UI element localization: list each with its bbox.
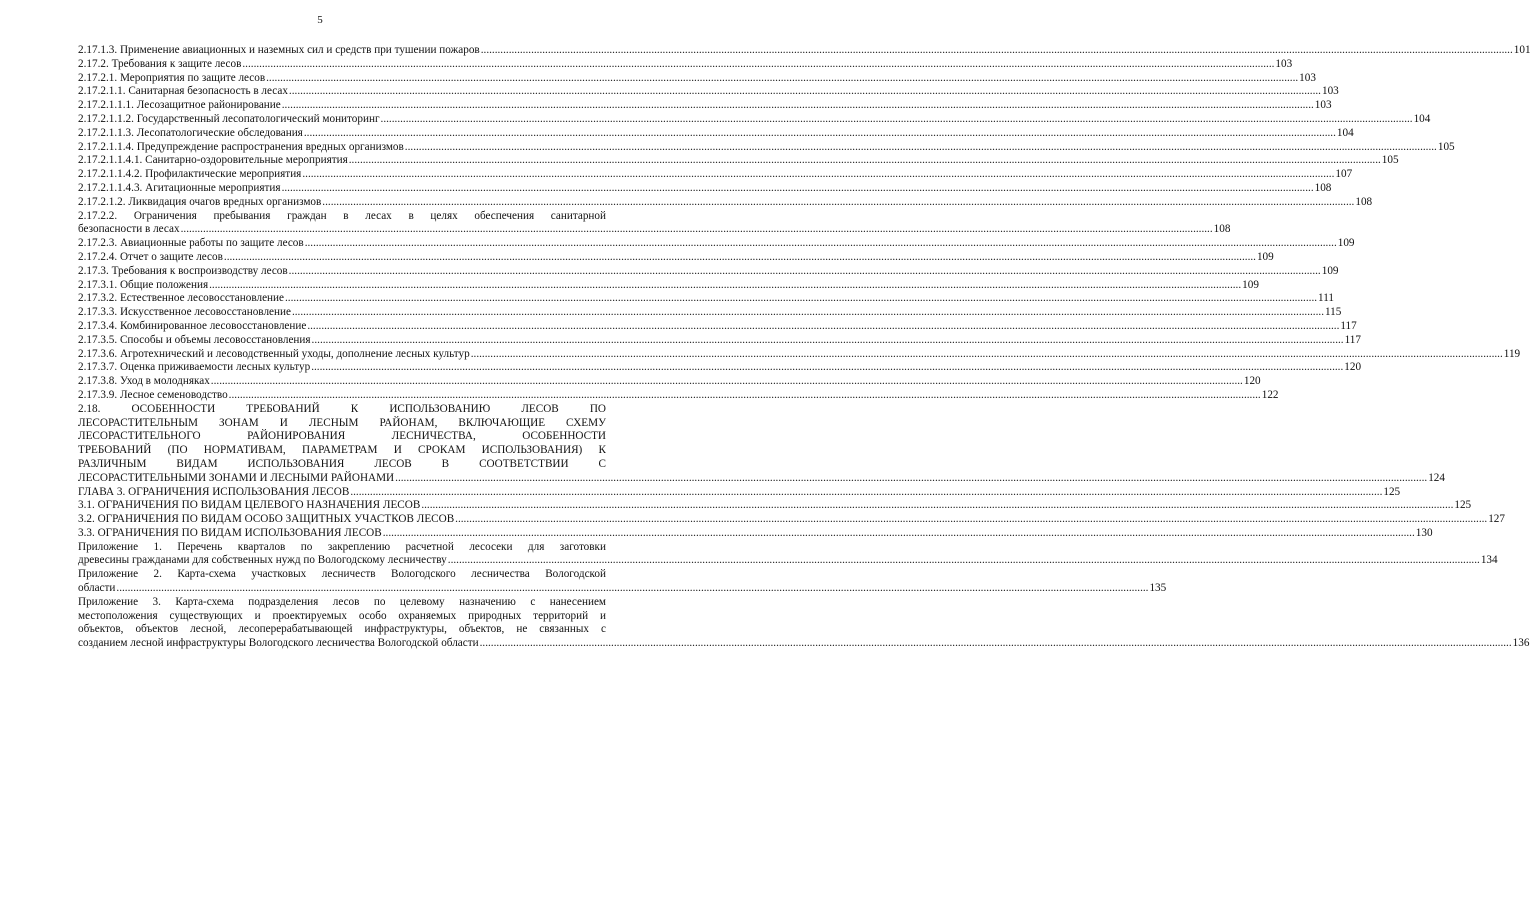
dot-leader	[349, 154, 1381, 168]
toc-page-ref: 108	[1355, 195, 1373, 208]
toc-entry-title: 2.17.2.1.1.4.1. Санитарно-оздоровительные мероприятия	[78, 154, 348, 167]
toc-page-ref: 109	[1337, 237, 1355, 250]
toc-page-ref: 104	[1413, 112, 1431, 125]
toc-entry[interactable]	[78, 140, 1455, 155]
dot-leader	[229, 389, 1261, 403]
toc-entry[interactable]	[78, 375, 1261, 389]
toc-entry-title: 2.17.3.3. Искусственное лесовосстановление	[78, 306, 291, 319]
dot-leader	[242, 58, 1274, 72]
dot-leader	[405, 141, 1437, 155]
toc-entry[interactable]	[78, 513, 1505, 527]
toc-entry[interactable]	[78, 388, 1279, 403]
dot-leader	[322, 196, 1354, 210]
dot-leader	[181, 223, 1213, 237]
dot-leader	[282, 99, 1314, 113]
toc-entry-title: 2.17.2.1.2. Ликвидация очагов вредных организмов	[78, 195, 322, 208]
toc-page-ref: 127	[1488, 513, 1505, 526]
toc-entry-line: ЛЕСОРАСТИТЕЛЬНОГО РАЙОНИРОВАНИЯ ЛЕСНИЧЕСТВА, ОСОБЕННОСТИ	[78, 430, 606, 443]
toc-page-ref: 103	[1275, 57, 1293, 70]
toc-entry[interactable]	[78, 306, 1342, 320]
dot-leader	[455, 513, 1487, 527]
toc-page-ref: 111	[1318, 292, 1334, 305]
dot-leader	[224, 251, 1256, 265]
toc-page-ref: 108	[1314, 181, 1332, 194]
toc-entry[interactable]	[78, 333, 1361, 348]
toc-entry-line: Приложение 1. Перечень кварталов по закреплению расчетной лесосеки для заготовки	[78, 540, 606, 553]
dot-leader	[266, 72, 1298, 86]
toc-entry-line: ТРЕБОВАНИЙ (ПО НОРМАТИВАМ, ПАРАМЕТРАМ И СРОКАМ ИСПОЛЬЗОВАНИЯ) К	[78, 444, 606, 457]
toc-entry-title: ГЛАВА 3. ОГРАНИЧЕНИЯ ИСПОЛЬЗОВАНИЯ ЛЕСОВ	[78, 485, 350, 498]
toc-entry[interactable]	[78, 154, 1399, 168]
toc-entry-line: Приложение 3. Карта-схема подразделения лесов по целевому назначению с нанесением	[78, 595, 606, 608]
toc-entry-title: 2.17.3.8. Уход в молодняках	[78, 375, 210, 388]
toc-entry-title: созданием лесной инфраструктуры Вологодского лесничества Вологодской области	[78, 637, 479, 650]
toc-page-ref: 136	[1512, 637, 1530, 650]
dot-leader	[395, 472, 1427, 486]
toc-entry[interactable]	[78, 44, 1531, 58]
dot-leader	[481, 44, 1513, 58]
toc-entry-title: области	[78, 582, 116, 595]
toc-page-ref: 125	[1454, 499, 1472, 512]
toc-entry-title: 2.17.3.1. Общие положения	[78, 278, 209, 291]
toc-entry[interactable]	[78, 485, 1401, 500]
dot-leader	[209, 279, 1241, 293]
toc-entry[interactable]	[78, 264, 1339, 279]
toc-entry[interactable]	[78, 499, 1472, 513]
toc-page-ref: 103	[1321, 85, 1339, 98]
dot-leader	[289, 85, 1321, 99]
toc-entry-line: Приложение 2. Карта-схема участковых лесничеств Вологодского лесничества Вологодской	[78, 568, 606, 581]
toc-page-ref: 107	[1335, 168, 1353, 181]
toc-page-ref: 117	[1340, 319, 1357, 332]
toc-entry[interactable]	[78, 209, 1231, 238]
dot-leader	[116, 582, 1148, 596]
toc-entry-title: ЛЕСОРАСТИТЕЛЬНЫМИ ЗОНАМИ И ЛЕСНЫМИ РАЙОНАМИ	[78, 471, 395, 484]
toc-entry[interactable]	[78, 71, 1316, 86]
dot-leader	[307, 320, 1339, 334]
toc-page-ref: 105	[1381, 154, 1399, 167]
toc-page-ref: 122	[1261, 388, 1279, 401]
toc-page-ref: 104	[1336, 126, 1354, 139]
toc-entry-title: 2.17.3.7. Оценка приживаемости лесных культур	[78, 361, 311, 374]
toc-entry[interactable]	[78, 526, 1433, 541]
dot-leader	[350, 486, 1382, 500]
toc-page-ref: 125	[1383, 485, 1401, 498]
toc-page-ref: 130	[1415, 526, 1433, 539]
toc-entry-title: 2.17.2.1. Мероприятия по защите лесов	[78, 71, 266, 84]
toc-page-ref: 134	[1480, 554, 1498, 567]
toc-entry-title: 2.17.3. Требования к воспроизводству лесов	[78, 264, 288, 277]
dot-leader	[311, 361, 1343, 375]
toc-entry[interactable]	[78, 319, 1357, 334]
dot-leader	[421, 499, 1453, 513]
toc-entry-line: местоположения существующих и проектируемых особо охраняемых природных территорий и	[78, 609, 606, 622]
toc-page-ref: 103	[1314, 99, 1332, 112]
dot-leader	[304, 127, 1336, 141]
page-number: 5	[317, 14, 323, 26]
dot-leader	[381, 113, 1413, 127]
dot-leader	[305, 237, 1337, 251]
toc-page-ref: 120	[1344, 361, 1362, 374]
dot-leader	[471, 348, 1503, 362]
toc-entry[interactable]	[78, 85, 1339, 99]
toc-page-ref: 109	[1242, 278, 1259, 291]
toc-entry-title: 2.17.2.1.1.2. Государственный лесопатологический мониторинг	[78, 112, 380, 125]
toc-entry[interactable]	[78, 361, 1362, 375]
table-of-contents	[78, 44, 1531, 651]
dot-leader	[282, 182, 1314, 196]
toc-entry-title: 2.17.2.1.1.1. Лесозащитное районирование	[78, 99, 281, 112]
toc-page-ref: 103	[1299, 71, 1316, 84]
toc-entry-title: 2.17.3.2. Естественное лесовосстановление	[78, 292, 284, 305]
toc-page-ref: 101	[1513, 44, 1531, 56]
dot-leader	[448, 554, 1480, 568]
toc-entry-title: 3.2. ОГРАНИЧЕНИЯ ПО ВИДАМ ОСОБО ЗАЩИТНЫХ УЧАСТКОВ ЛЕСОВ	[78, 513, 455, 526]
toc-entry[interactable]	[78, 237, 1355, 251]
toc-entry[interactable]	[78, 402, 1445, 486]
toc-entry[interactable]	[78, 99, 1332, 113]
toc-entry[interactable]	[78, 292, 1334, 306]
toc-entry[interactable]	[78, 568, 1167, 596]
toc-entry[interactable]	[78, 595, 1530, 651]
toc-page-ref: 115	[1324, 306, 1342, 319]
toc-entry-title: 2.17.3.5. Способы и объемы лесовосстановления	[78, 333, 311, 346]
toc-entry-title: 3.3. ОГРАНИЧЕНИЯ ПО ВИДАМ ИСПОЛЬЗОВАНИЯ ЛЕСОВ	[78, 526, 382, 539]
toc-entry-line: РАЗЛИЧНЫМ ВИДАМ ИСПОЛЬЗОВАНИЯ ЛЕСОВ В СООТВЕТСТВИИ С	[78, 457, 606, 470]
toc-entry-title: 2.17.2.1.1.4.3. Агитационные мероприятия	[78, 181, 281, 194]
toc-entry-title: 2.17.3.4. Комбинированное лесовосстановление	[78, 319, 307, 332]
dot-leader	[285, 292, 1317, 306]
toc-entry-title: 2.17.3.9. Лесное семеноводство	[78, 388, 228, 401]
toc-entry[interactable]	[78, 347, 1521, 362]
toc-entry-title: 2.17.2.1.1.4.2. Профилактические мероприятия	[78, 168, 302, 181]
toc-page-ref: 135	[1149, 582, 1167, 595]
toc-entry[interactable]	[78, 168, 1353, 182]
dot-leader	[480, 637, 1512, 651]
toc-entry-title: древесины гражданами для собственных нужд по Вологодскому лесничеству	[78, 554, 447, 567]
toc-entry[interactable]	[78, 540, 1498, 569]
toc-entry-title: 2.17.2.1.1.4. Предупреждение распространения вредных организмов	[78, 140, 404, 153]
toc-entry-line: ЛЕСОРАСТИТЕЛЬНЫМ ЗОНАМ И ЛЕСНЫМ РАЙОНАМ, ВКЛЮЧАЮЩИЕ СХЕМУ	[78, 416, 606, 429]
toc-page-ref: 109	[1321, 264, 1339, 277]
toc-entry-line: 2.17.2.2. Ограничения пребывания граждан в лесах в целях обеспечения санитарной	[78, 209, 606, 222]
toc-entry-line: объектов, объектов лесной, лесоперерабатывающей инфраструктуры, объектов, не связанных с	[78, 623, 606, 636]
toc-page-ref: 119	[1503, 347, 1521, 360]
dot-leader	[302, 168, 1334, 182]
toc-entry-title: безопасности в лесах	[78, 223, 180, 236]
toc-entry-title: 3.1. ОГРАНИЧЕНИЯ ПО ВИДАМ ЦЕЛЕВОГО НАЗНАЧЕНИЯ ЛЕСОВ	[78, 499, 421, 512]
toc-entry-line: 2.18. ОСОБЕННОСТИ ТРЕБОВАНИЙ К ИСПОЛЬЗОВАНИЮ ЛЕСОВ ПО	[78, 402, 606, 415]
toc-page-ref: 109	[1256, 250, 1274, 263]
toc-entry-title: 2.17.2.1.1.3. Лесопатологические обследования	[78, 126, 303, 139]
toc-entry-title: 2.17.1.3. Применение авиационных и наземных сил и средств при тушении пожаров	[78, 44, 480, 56]
toc-entry[interactable]	[78, 250, 1274, 265]
dot-leader	[383, 527, 1415, 541]
toc-entry-title: 2.17.2.4. Отчет о защите лесов	[78, 250, 223, 263]
toc-entry-title: 2.17.2. Требования к защите лесов	[78, 57, 242, 70]
toc-entry[interactable]	[78, 126, 1354, 141]
dot-leader	[312, 334, 1344, 348]
toc-entry[interactable]	[78, 57, 1293, 72]
toc-entry[interactable]	[78, 112, 1431, 127]
toc-page-ref: 117	[1344, 333, 1361, 346]
dot-leader	[211, 375, 1243, 389]
toc-entry[interactable]	[78, 278, 1259, 293]
toc-page-ref: 108	[1213, 223, 1231, 236]
toc-entry[interactable]	[78, 181, 1332, 196]
toc-page-ref: 120	[1243, 375, 1261, 388]
toc-page-ref: 105	[1437, 140, 1455, 153]
toc-entry-title: 2.17.2.3. Авиационные работы по защите лесов	[78, 237, 304, 250]
toc-entry-title: 2.17.3.6. Агротехнический и лесоводственный уходы, дополнение лесных культур	[78, 347, 470, 360]
dot-leader	[289, 265, 1321, 279]
toc-page-ref: 124	[1428, 471, 1445, 484]
toc-entry-title: 2.17.2.1.1. Санитарная безопасность в лесах	[78, 85, 288, 98]
dot-leader	[292, 306, 1324, 320]
toc-entry[interactable]	[78, 195, 1373, 210]
